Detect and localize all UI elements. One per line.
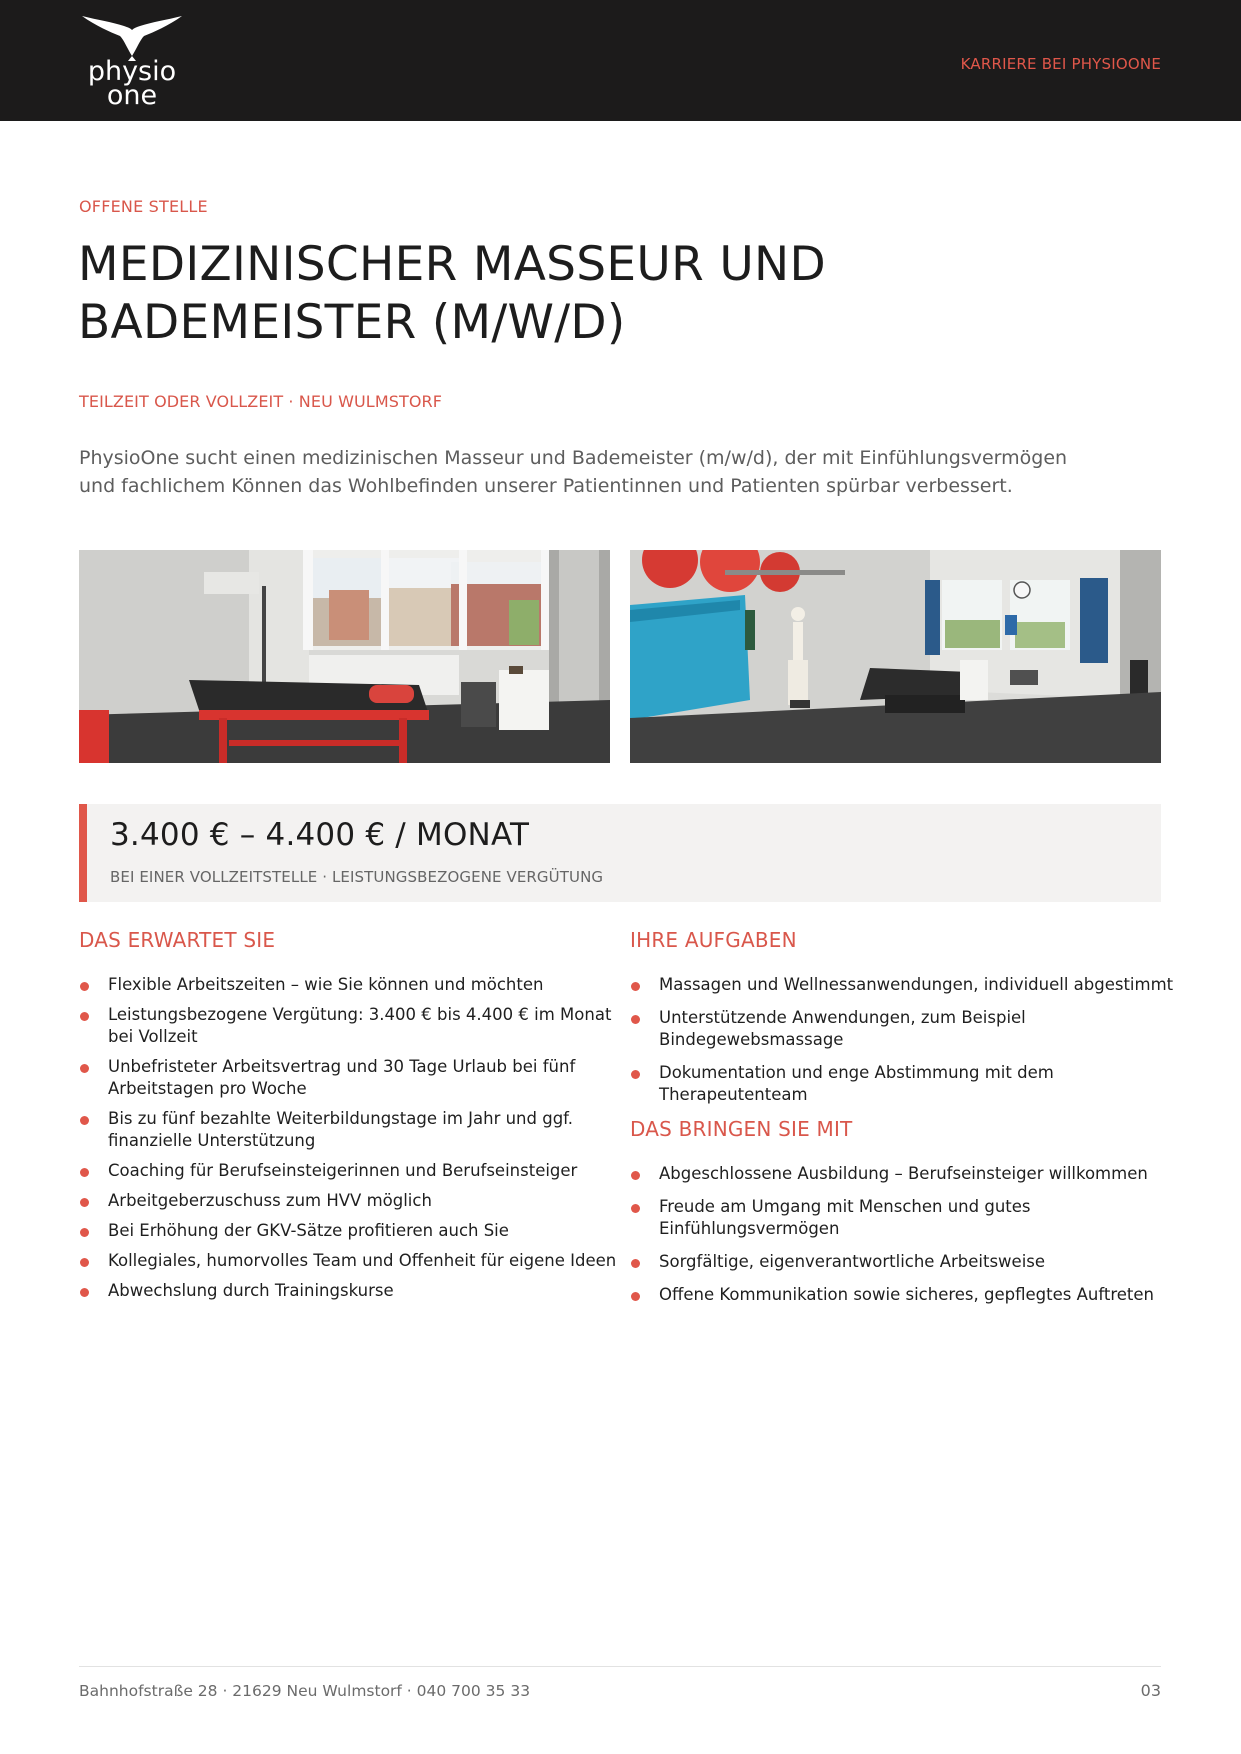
list-item: Bis zu fünf bezahlte Weiterbildungstage im Jahr und ggf. finanzielle Unterstützung bbox=[79, 1108, 639, 1152]
footer-divider bbox=[79, 1666, 1161, 1667]
salary-amount: 3.400 € – 4.400 € / MONAT bbox=[110, 817, 530, 853]
job-lead: PhysioOne sucht einen medizinischen Masseur und Bademeister (m/w/d), der mit Einfühlungsvermögen und fachlichem Können das Wohlbefinden unserer Patientinnen und Patienten spürbar verbessert. bbox=[79, 447, 1068, 497]
bullet-icon bbox=[80, 1064, 89, 1073]
logo-word-physio: physio bbox=[87, 56, 177, 87]
expect-column bbox=[79, 928, 639, 1310]
list-item: Unterstützende Anwendungen, zum Beispiel Bindegewebsmassage bbox=[630, 1007, 1190, 1051]
tasks-list bbox=[630, 974, 1190, 1106]
list-item: Sorgfältige, eigenverantwortliche Arbeitsweise bbox=[630, 1251, 1190, 1273]
bullet-icon bbox=[80, 1012, 89, 1021]
salary-box bbox=[79, 804, 1161, 902]
job-title: MEDIZINISCHER MASSEUR UND BADEMEISTER (M/W/D) bbox=[78, 237, 826, 350]
bullet-icon bbox=[80, 1168, 89, 1177]
page-header bbox=[0, 0, 1241, 121]
list-item: Coaching für Berufseinsteigerinnen und Berufseinsteiger bbox=[79, 1160, 639, 1182]
list-item: Abwechslung durch Trainingskurse bbox=[79, 1280, 639, 1302]
bring-heading: DAS BRINGEN SIE MIT bbox=[630, 1117, 853, 1141]
bullet-icon bbox=[631, 982, 640, 991]
bullet-icon bbox=[80, 1198, 89, 1207]
expect-list bbox=[79, 974, 639, 1302]
footer-address: Bahnhofstraße 28 · 21629 Neu Wulmstorf · 040 700 35 33 bbox=[79, 1682, 531, 1700]
list-item: Bei Erhöhung der GKV-Sätze profitieren auch Sie bbox=[79, 1220, 639, 1242]
list-item: Leistungsbezogene Vergütung: 3.400 € bis 4.400 € im Monat bei Vollzeit bbox=[79, 1004, 639, 1048]
bullet-icon bbox=[80, 1288, 89, 1297]
bullet-icon bbox=[631, 1171, 640, 1180]
bullet-icon bbox=[631, 1204, 640, 1213]
list-item: Arbeitgeberzuschuss zum HVV möglich bbox=[79, 1190, 639, 1212]
bullet-icon bbox=[80, 1228, 89, 1237]
salary-note: BEI EINER VOLLZEITSTELLE · LEISTUNGSBEZOGENE VERGÜTUNG bbox=[110, 868, 604, 886]
list-item: Offene Kommunikation sowie sicheres, gepflegtes Auftreten bbox=[630, 1284, 1190, 1306]
tasks-heading: IHRE AUFGABEN bbox=[630, 928, 797, 952]
bullet-icon bbox=[631, 1259, 640, 1268]
list-item: Flexible Arbeitszeiten – wie Sie können und möchten bbox=[79, 974, 639, 996]
list-item: Freude am Umgang mit Menschen und gutes Einfühlungsvermögen bbox=[630, 1196, 1190, 1240]
bring-list bbox=[630, 1163, 1190, 1306]
career-link[interactable]: KARRIERE BEI PHYSIOONE bbox=[960, 55, 1161, 73]
bullet-icon bbox=[80, 982, 89, 991]
physioone-logo[interactable] bbox=[80, 12, 184, 110]
list-item: Massagen und Wellnessanwendungen, individuell abgestimmt bbox=[630, 974, 1190, 996]
bullet-icon bbox=[631, 1015, 640, 1024]
tasks-requirements-column bbox=[630, 928, 1190, 1317]
treatment-room-photo-left bbox=[79, 550, 610, 763]
expect-heading: DAS ERWARTET SIE bbox=[79, 928, 276, 952]
list-item: Dokumentation und enge Abstimmung mit dem Therapeutenteam bbox=[630, 1062, 1190, 1106]
job-meta: TEILZEIT ODER VOLLZEIT · NEU WULMSTORF bbox=[79, 392, 443, 411]
treatment-room-photo-right bbox=[630, 550, 1161, 763]
list-item: Kollegiales, humorvolles Team und Offenheit für eigene Ideen bbox=[79, 1250, 639, 1272]
page-number: 03 bbox=[1140, 1681, 1161, 1700]
bullet-icon bbox=[80, 1258, 89, 1267]
bullet-icon bbox=[631, 1070, 640, 1079]
list-item: Abgeschlossene Ausbildung – Berufseinsteiger willkommen bbox=[630, 1163, 1190, 1185]
bullet-icon bbox=[631, 1292, 640, 1301]
bird-logo-icon bbox=[80, 12, 184, 62]
bullet-icon bbox=[80, 1116, 89, 1125]
logo-word-one: one bbox=[106, 80, 158, 111]
job-eyebrow: OFFENE STELLE bbox=[79, 197, 208, 216]
list-item: Unbefristeter Arbeitsvertrag und 30 Tage Urlaub bei fünf Arbeitstagen pro Woche bbox=[79, 1056, 639, 1100]
